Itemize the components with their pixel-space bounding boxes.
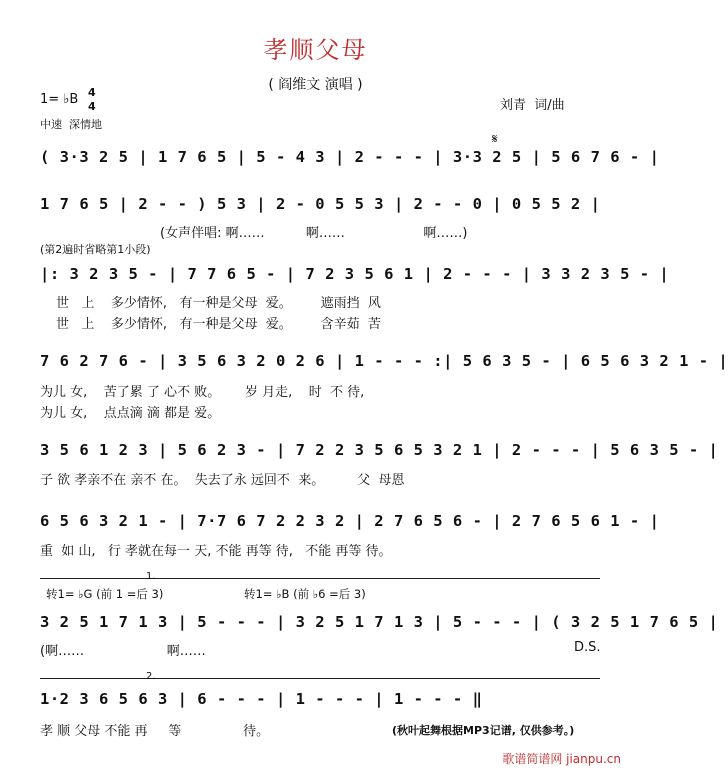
modulation-2: 转1= ♭B (前 ♭6 =后 3) [244,587,366,601]
score-title: 孝顺父母 [263,36,368,64]
singer-credit: ( 阎维文 演唱 ) [268,77,363,93]
tempo-marking: 中速 深情地 [40,118,102,131]
modulation-1: 转1= ♭G (前 1 =后 3) [46,587,164,601]
segno-icon: 𝄋 [492,132,498,147]
lyric-line-3-verse-2: 世 上 多少情怀, 有一种是父母 爱。 含辛茹 苦 [56,317,381,332]
score-line-7: 3 2 5 1 7 1 3 | 5 - - - | 3 2 5 1 7 1 3 | 5 - - - | ( 3 2 5 1 7 6 5 | [40,613,719,631]
lyric-line-3-verse-1: 世 上 多少情怀, 有一种是父母 爱。 遮雨挡 风 [56,296,381,311]
repeat-note: (第2遍时省略第1小段) [40,243,151,256]
transcription-credit: (秋叶起舞根据MP3记谱, 仅供参考。) [392,724,575,737]
site-watermark: 歌谱简谱网 jianpu.cn [502,752,621,766]
score-line-5: 3 5 6 1 2 3 | 5 6 2 3 - | 7 2 2 3 5 6 5 3 2 1 | 2 - - - | 5 6 3 5 - | [40,441,719,459]
score-line-6: 6 5 6 3 2 1 - | 7·7 6 7 2 2 3 2 | 2 7 6 5 6 - | 2 7 6 5 6 1 - | [40,512,660,530]
time-signature-top: 4 [88,86,96,99]
score-line-2: 1 7 6 5 | 2 - - ) 5 3 | 2 - 0 5 5 3 | 2 - - 0 | 0 5 5 2 | [40,195,601,213]
time-signature-bottom: 4 [88,100,96,113]
lyric-line-6: 重 如 山, 行 孝就在每一 天, 不能 再等 待, 不能 再等 待。 [40,544,392,559]
lyric-line-8: 孝 顺 父母 不能 再 等 待。 [40,724,270,739]
composer-credit: 刘青 词/曲 [500,98,565,113]
score-line-4: 7 6 2 7 6 - | 3 5 6 3 2 0 2 6 | 1 - - - :| 5 6 3 5 - | 6 5 6 3 2 1 - | [40,352,728,370]
score-line-3: |: 3 2 3 5 - | 7 7 6 5 - | 7 2 3 5 6 1 | 2 - - - | 3 3 2 3 5 - | [40,265,670,283]
dal-segno: D.S. [574,640,601,655]
key-signature: 1= ♭B [40,92,79,107]
lyric-line-4-verse-2: 为儿 女, 点点滴 滴 都是 爱。 [40,406,221,421]
volta-bracket-2 [40,678,600,679]
score-line-8: 1·2 3 6 5 6 3 | 6 - - - | 1 - - - | 1 - - - ‖ [40,690,483,708]
lyric-line-2: (女声伴唱: 啊…… 啊…… 啊……) [160,226,468,241]
volta-number-1: 1. [146,571,156,582]
lyric-line-5: 子 欲 孝亲不在 亲不 在。 失去了永 远回不 来。 父 母恩 [40,473,405,488]
score-line-1: ( 3·3 2 5 | 1 7 6 5 | 5 - 4 3 | 2 - - - | 3·3 2 5 | 5 6 7 6 - | [40,148,660,166]
volta-bracket-1 [40,578,600,579]
lyric-line-4-verse-1: 为儿 女, 苦了累 了 心不 败。 岁 月走, 时 不 待, [40,385,365,400]
volta-number-2: 2. [146,671,156,682]
lyric-line-7: (啊…… 啊…… [40,644,206,659]
